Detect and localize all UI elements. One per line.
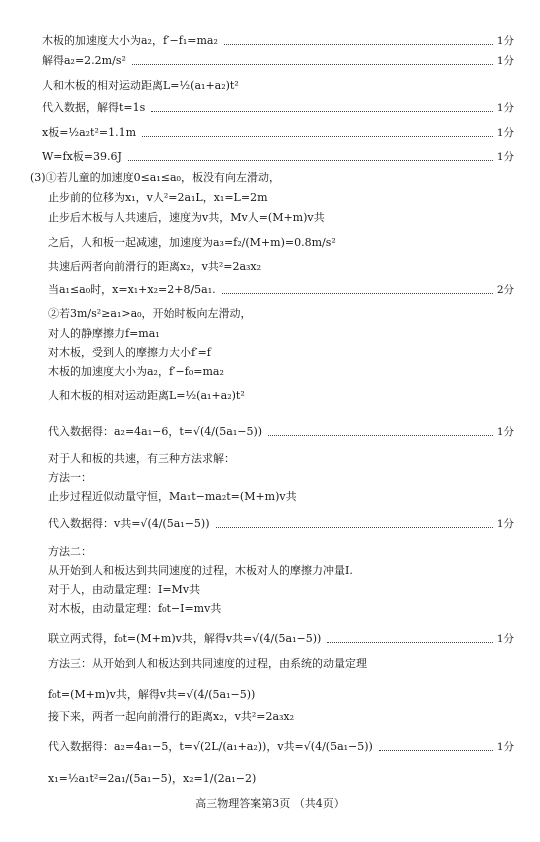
answer-line: 接下来，两者一起向前滑行的距离x₂，v共²=2a₃x₂ <box>48 710 295 723</box>
answer-line: 对于人，由动量定理：I=Mv共 <box>48 583 201 596</box>
answer-line: 人和木板的相对运动距离L=½(a₁+a₂)t² <box>42 79 239 92</box>
answer-line <box>48 425 514 439</box>
answer-line: 木板的加速度大小为a₂，f′−f₀=ma₂ <box>48 365 224 378</box>
score-mark: 2分 <box>496 284 514 296</box>
page-footer: 高三物理答案第3页 （共4页） <box>195 797 345 810</box>
line-text: 联立两式得，f₀t=(M+m)v共，解得v共=√(4/(5a₁−5)) <box>48 632 322 645</box>
dot-leader <box>128 160 493 161</box>
score-mark: 1分 <box>496 633 514 645</box>
dot-leader <box>379 750 493 751</box>
answer-line: 止步后木板与人共速后，速度为v共，Mv人=(M+m)v共 <box>48 211 325 224</box>
dot-leader <box>216 527 493 528</box>
answer-line: 对于人和板的共速，有三种方法求解： <box>48 452 235 465</box>
dot-leader <box>224 44 493 45</box>
answer-line: 共速后两者向前滑行的距离x₂，v共²=2a₃x₂ <box>48 260 262 273</box>
answer-line: 方法三：从开始到人和板达到共同速度的过程，由系统的动量定理 <box>48 657 367 670</box>
line-text: W=fx板=39.6J <box>42 150 122 163</box>
line-text: 解得a₂=2.2m/s² <box>42 54 126 67</box>
score-mark: 1分 <box>496 35 514 47</box>
dot-leader <box>222 293 493 294</box>
dot-leader <box>268 435 493 436</box>
answer-line: 止步前的位移为x₁，v人²=2a₁L，x₁=L=2m <box>48 191 268 204</box>
line-text: 代入数据得：v共=√(4/(5a₁−5)) <box>48 517 210 530</box>
score-mark: 1分 <box>496 151 514 163</box>
dot-leader <box>151 111 493 112</box>
line-text: 当a₁≤a₀时，x=x₁+x₂=2+8/5a₁. <box>48 283 216 296</box>
answer-line <box>42 126 514 140</box>
answer-line <box>48 517 514 531</box>
answer-line: 对木板，受到人的摩擦力大小f′=f <box>48 346 211 359</box>
answer-line <box>48 632 514 646</box>
line-text: 代入数据得：a₂=4a₁−5，t=√(2L/(a₁+a₂))，v共=√(4/(5a₁−5)) <box>48 740 373 753</box>
score-mark: 1分 <box>496 55 514 67</box>
answer-line: (3)①若儿童的加速度0≤a₁≤a₀，板没有向左滑动， <box>30 171 280 184</box>
score-mark: 1分 <box>496 518 514 530</box>
dot-leader <box>132 64 493 65</box>
answer-line <box>48 740 514 754</box>
score-mark: 1分 <box>496 127 514 139</box>
answer-line: 从开始到人和板达到共同速度的过程，木板对人的摩擦力冲量I. <box>48 564 353 577</box>
answer-line: 对木板，由动量定理：f₀t−I=mv共 <box>48 602 222 615</box>
line-text: 代入数据得：a₂=4a₁−6，t=√(4/(5a₁−5)) <box>48 425 263 438</box>
line-text: 木板的加速度大小为a₂，f′−f₁=ma₂ <box>42 34 218 47</box>
score-mark: 1分 <box>496 741 514 753</box>
answer-line <box>42 54 514 68</box>
answer-line: x₁=½a₁t²=2a₁/(5a₁−5)，x₂=1/(2a₁−2) <box>48 772 257 785</box>
answer-line: 方法二： <box>48 545 92 558</box>
dot-leader <box>142 136 493 137</box>
answer-line: 方法一： <box>48 471 92 484</box>
answer-line <box>42 101 514 115</box>
answer-line: ②若3m/s²≥a₁>a₀，开始时板向左滑动， <box>48 307 252 320</box>
answer-line <box>48 283 514 297</box>
answer-line: 止步过程近似动量守恒，Ma₁t−ma₂t=(M+m)v共 <box>48 490 297 503</box>
line-text: x板=½a₂t²=1.1m <box>42 126 137 139</box>
score-mark: 1分 <box>496 426 514 438</box>
answer-line <box>42 150 514 164</box>
line-text: 代入数据，解得t=1s <box>42 101 146 114</box>
answer-line <box>42 34 514 48</box>
dot-leader <box>327 642 492 643</box>
answer-line: 人和木板的相对运动距离L=½(a₁+a₂)t² <box>48 389 245 402</box>
answer-line: 之后，人和板一起减速，加速度为a₃=f₂/(M+m)=0.8m/s² <box>48 236 336 249</box>
answer-line: f₀t=(M+m)v共，解得v共=√(4/(5a₁−5)) <box>48 688 256 701</box>
answer-line: 对人的静摩擦力f=ma₁ <box>48 327 160 340</box>
score-mark: 1分 <box>496 102 514 114</box>
